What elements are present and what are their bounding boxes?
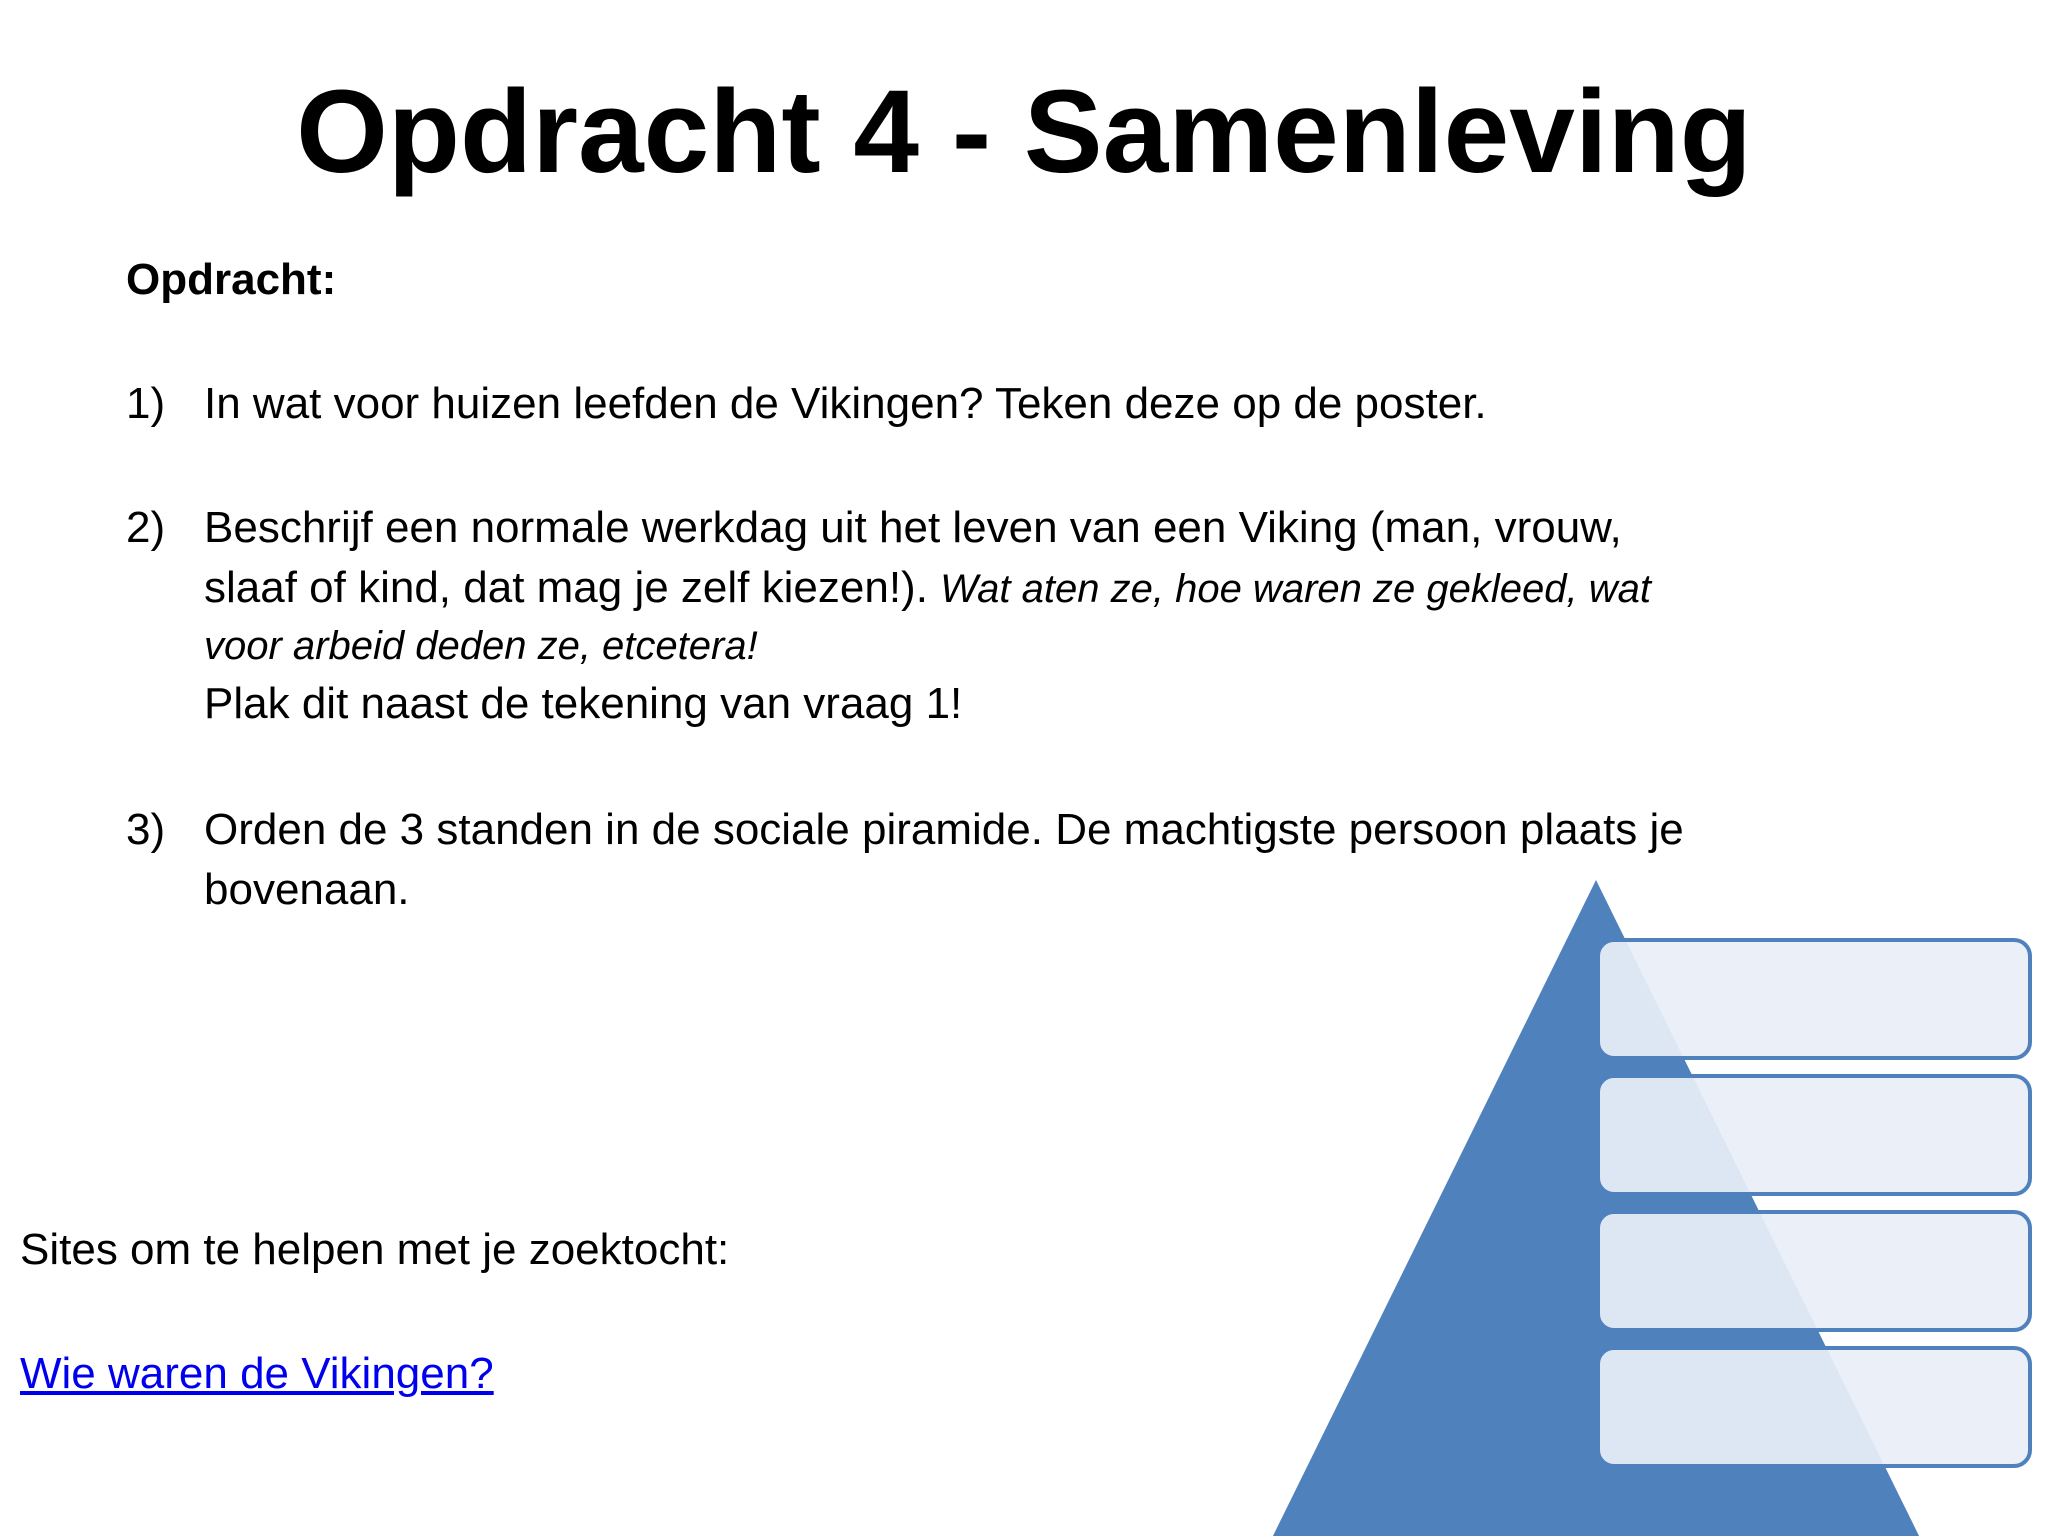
question-line (204, 558, 1784, 618)
pyramid-box-3[interactable] (1598, 1212, 2030, 1330)
pyramid-box-1[interactable] (1598, 940, 2030, 1058)
question-hint: Wat aten ze, hoe waren ze gekleed, wat (940, 567, 1651, 611)
vikings-link[interactable]: Wie waren de Vikingen? (20, 1349, 494, 1398)
question-text: In wat voor huizen leefden de Vikingen? Teken deze op de poster. (204, 379, 1487, 428)
slide-title: Opdracht 4 - Samenleving (296, 66, 1752, 198)
question-line-start: slaaf of kind, dat mag je zelf kiezen!). (204, 563, 941, 612)
question-text (204, 498, 1784, 734)
pyramid-box-4[interactable] (1598, 1348, 2030, 1466)
question-line: bovenaan. (204, 865, 410, 914)
pyramid-box-2[interactable] (1598, 1076, 2030, 1194)
question-number: 1) (126, 379, 166, 428)
question-number: 3) (126, 805, 166, 854)
question-line: Beschrijf een normale werkdag uit het leven van een Viking (man, vrouw, (204, 503, 1622, 552)
assignment-heading: Opdracht: (126, 255, 337, 304)
question-instruction: Plak dit naast de tekening van vraag 1! (204, 679, 963, 728)
question-text (204, 800, 1784, 920)
sites-label: Sites om te helpen met je zoektocht: (20, 1225, 730, 1274)
question-number: 2) (126, 503, 166, 552)
question-hint-continued: voor arbeid deden ze, etcetera! (204, 624, 758, 668)
question-line: Orden de 3 standen in de sociale piramide. De machtigste persoon plaats je (204, 805, 1684, 854)
